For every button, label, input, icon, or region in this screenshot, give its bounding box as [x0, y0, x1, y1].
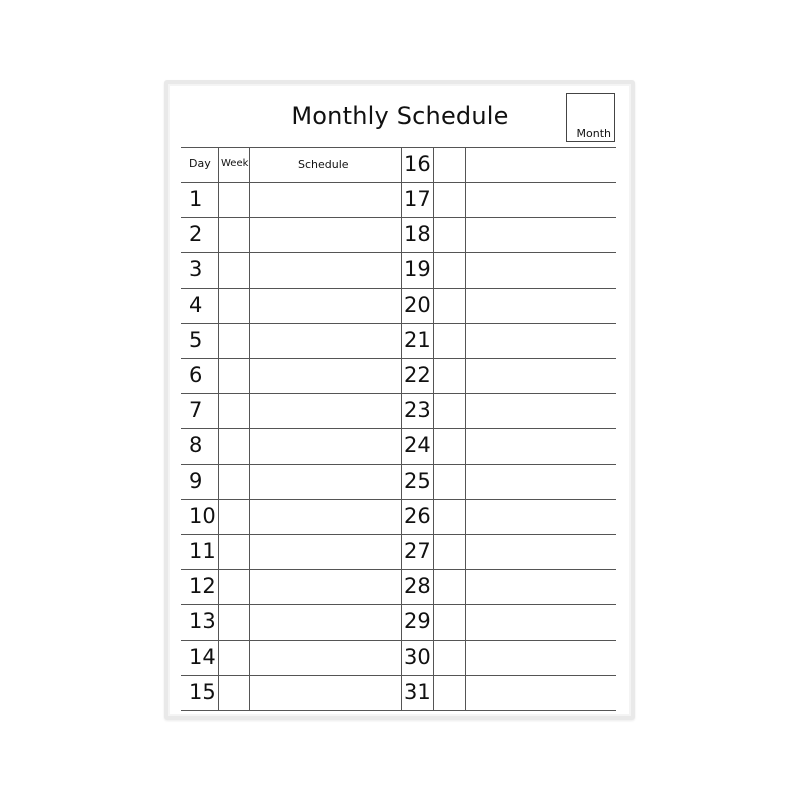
day-number-19: 19: [404, 257, 431, 281]
day-number-17: 17: [404, 187, 431, 211]
grid-rule: [181, 464, 616, 465]
grid-divider-5: [465, 147, 466, 710]
header-schedule: Schedule: [298, 158, 349, 171]
day-number-27: 27: [404, 539, 431, 563]
day-number-5: 5: [189, 328, 203, 352]
header-week: Week: [221, 158, 249, 169]
day-number-14: 14: [189, 645, 216, 669]
whiteboard-frame: [164, 80, 635, 720]
grid-divider-4: [433, 147, 434, 710]
day-number-25: 25: [404, 469, 431, 493]
day-number-10: 10: [189, 504, 216, 528]
day-number-1: 1: [189, 187, 203, 211]
grid-rule: [181, 569, 616, 570]
grid-rule: [181, 604, 616, 605]
day-number-26: 26: [404, 504, 431, 528]
grid-divider-1: [218, 147, 219, 710]
header-day: Day: [189, 157, 211, 170]
day-number-24: 24: [404, 433, 431, 457]
day-number-15: 15: [189, 680, 216, 704]
day-number-13: 13: [189, 609, 216, 633]
day-number-9: 9: [189, 469, 203, 493]
day-number-4: 4: [189, 293, 203, 317]
grid-rule: [181, 710, 616, 711]
grid-rule-top: [181, 147, 616, 148]
day-number-3: 3: [189, 257, 203, 281]
day-number-2: 2: [189, 222, 203, 246]
grid-rule: [181, 393, 616, 394]
day-number-30: 30: [404, 645, 431, 669]
grid-rule: [181, 534, 616, 535]
grid-rule: [181, 358, 616, 359]
grid-rule: [181, 428, 616, 429]
day-number-29: 29: [404, 609, 431, 633]
day-number-28: 28: [404, 574, 431, 598]
grid-divider-2: [249, 147, 250, 710]
day-number-20: 20: [404, 293, 431, 317]
day-number-16: 16: [404, 152, 431, 176]
day-number-18: 18: [404, 222, 431, 246]
day-number-21: 21: [404, 328, 431, 352]
grid-divider-3: [401, 147, 402, 710]
month-box: [566, 93, 615, 142]
grid-rule: [181, 675, 616, 676]
grid-rule: [181, 217, 616, 218]
grid-rule: [181, 182, 616, 183]
grid-rule: [181, 288, 616, 289]
grid-rule: [181, 640, 616, 641]
day-number-12: 12: [189, 574, 216, 598]
day-number-22: 22: [404, 363, 431, 387]
day-number-31: 31: [404, 680, 431, 704]
day-number-7: 7: [189, 398, 203, 422]
grid-rule: [181, 252, 616, 253]
schedule-title: Monthly Schedule: [291, 102, 509, 130]
day-number-11: 11: [189, 539, 216, 563]
grid-rule: [181, 499, 616, 500]
grid-rule: [181, 323, 616, 324]
day-number-6: 6: [189, 363, 203, 387]
month-label: Month: [576, 127, 611, 140]
day-number-23: 23: [404, 398, 431, 422]
day-number-8: 8: [189, 433, 203, 457]
